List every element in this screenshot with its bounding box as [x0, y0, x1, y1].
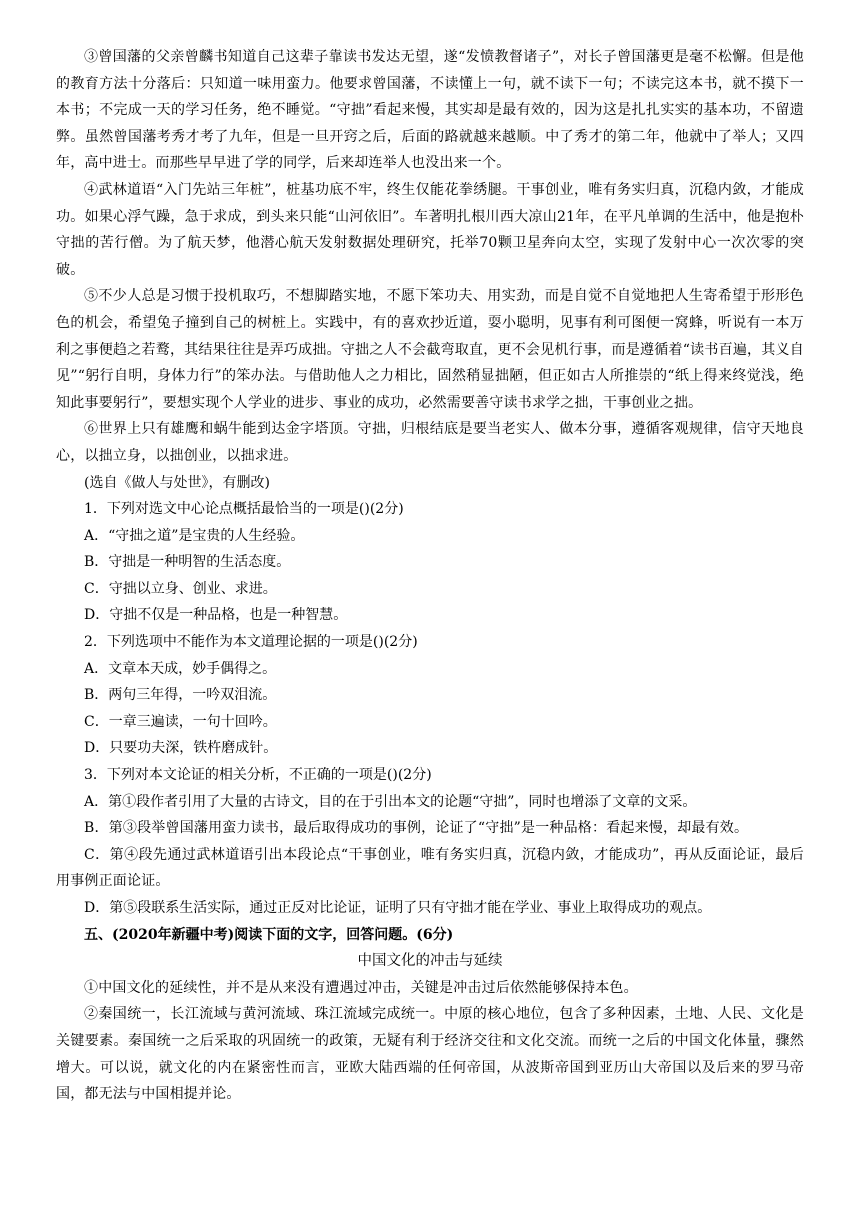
paragraph-6: ⑥世界上只有雄鹰和蜗牛能到达金字塔顶。守拙，归根结底是要当老实人、做本分事，遵循客观规律，信守天地良心，以拙立身，以拙创业，以拙求进。	[56, 421, 804, 464]
option-a: A．第①段作者引用了大量的古诗文，目的在于引出本文的论题“守拙”，同时也增添了文章的文采。	[84, 793, 697, 810]
option-a: A．“守拙之道”是宝贵的人生经验。	[84, 527, 305, 544]
source-note: (选自《做人与处世》，有删改)	[84, 474, 270, 491]
option-c: C．一章三遍读，一句十回吟。	[84, 713, 277, 730]
option-c: C．守拙以立身、创业、求进。	[84, 580, 277, 597]
question-stem: 3．下列对本文论证的相关分析，不正确的一项是()(2分)	[84, 767, 432, 784]
paragraph-3: ③曾国藩的父亲曾麟书知道自己这辈子靠读书发达无望，遂“发愤教督诸子”，对长子曾国藩更是毫不松懈。但是他的教育方法十分落后：只知道一味用蛮力。他要求曾国藩，不读懂上一句，就不读下一句；不读完这本书，就不摸下一本书；不完成一天的学习任务，绝不睡觉。“守拙”看起来慢，其实却是最有效的，因为这是扎扎实实的基本功，不留遗弊。虽然曾国藩考秀才考了九年，但是一旦开窍之后，后面的路就越来越顺。中了秀才的第二年，他就中了举人；又四年，高中进士。而那些早早进了学的同学，后来却连举人也没出来一个。	[56, 49, 804, 172]
article-title: 中国文化的冲击与延续	[357, 953, 503, 970]
option-d: D．守拙不仅是一种品格，也是一种智慧。	[84, 607, 348, 624]
section-heading: 五、(2020年新疆中考)阅读下面的文字，回答问题。(6分)	[84, 926, 454, 943]
question-3	[56, 762, 804, 922]
article-paragraph-2: ②秦国统一，长江流域与黄河流域、珠江流域完成统一。中原的核心地位，包含了多种因素，土地、人民、文化是关键要素。秦国统一之后采取的巩固统一的政策，无疑有利于经济交往和文化交流。而统一之后的中国文化体量，骤然增大。可以说，就文化的内在紧密性而言，亚欧大陆西端的任何帝国，从波斯帝国到亚历山大帝国以及后来的罗马帝国，都无法与中国相提并论。	[56, 1006, 804, 1103]
option-d: D．只要功夫深，铁杵磨成针。	[84, 740, 278, 757]
option-d: D．第⑤段联系生活实际，通过正反对比论证，证明了只有守拙才能在学业、事业上取得成功的观点。	[84, 900, 712, 916]
question-1	[56, 496, 804, 629]
paragraph-5: ⑤不少人总是习惯于投机取巧，不想脚踏实地，不愿下笨功夫、用实劲，而是自觉不自觉地把人生寄希望于形形色色的机会，希望兔子撞到自己的树桩上。实践中，有的喜欢抄近道，耍小聪明，见事有利可图便一窝蜂，听说有一本万利之事便趋之若鹜，其结果往往是弄巧成拙。守拙之人不会截弯取直，更不会见机行事，而是遵循着“读书百遍，其义自见”“躬行自明，身体力行”的笨办法。与借助他人之力相比，固然稍显拙陋，但正如古人所推崇的“纸上得来终觉浅，绝知此事要躬行”，要想实现个人学业的进步、事业的成功，必然需要善守读书求学之拙，干事创业之拙。	[56, 288, 804, 411]
question-2	[56, 629, 804, 762]
question-stem: 1．下列对选文中心论点概括最恰当的一项是()(2分)	[84, 501, 404, 518]
question-stem: 2．下列选项中不能作为本文道理论据的一项是()(2分)	[84, 634, 418, 651]
paragraph-4: ④武林道语“入门先站三年桩”，桩基功底不牢，终生仅能花拳绣腿。干事创业，唯有务实归真，沉稳内敛，才能成功。如果心浮气躁，急于求成，到头来只能“山河依旧”。车著明扎根川西大凉山21年，在平凡单调的生活中，他是抱朴守拙的苦行僧。为了航天梦，他潜心航天发射数据处理研究，托举70颗卫星奔向太空，实现了发射中心一次次零的突破。	[56, 181, 804, 278]
option-b: B．两句三年得，一吟双泪流。	[84, 687, 277, 704]
option-b: B．守拙是一种明智的生活态度。	[84, 554, 291, 571]
option-a: A．文章本天成，妙手偶得之。	[84, 660, 277, 677]
option-b: B．第③段举曾国藩用蛮力读书，最后取得成功的事例，论证了“守拙”是一种品格：看起来慢，却最有效。	[84, 820, 749, 837]
option-c: C．第④段先通过武林道语引出本段论点“干事创业，唯有务实归真，沉稳内敛，才能成功”，再从反面论证，最后用事例正面论证。	[56, 846, 804, 890]
article-paragraph-1: ①中国文化的延续性，并不是从来没有遭遇过冲击，关键是冲击过后依然能够保持本色。	[84, 979, 638, 996]
